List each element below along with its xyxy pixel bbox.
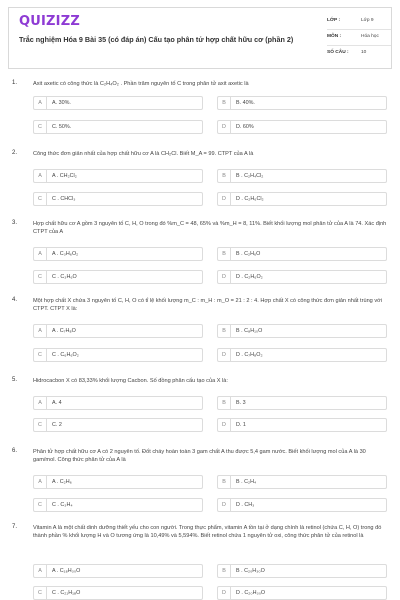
option-a[interactable]	[33, 96, 203, 110]
option-a[interactable]	[33, 564, 203, 578]
option-d[interactable]	[217, 270, 387, 284]
question-text: Hợp chất hữu cơ A gồm 3 nguyên tố C, H, O trong đó %m_C = 48, 65% và %m_H = 8, 11%. Biết khối lượng mol phân tử của A là 74. Xác định CTPT của A	[33, 221, 387, 235]
option-text: A . C₃H₆O₂	[52, 251, 79, 257]
option-letter: B	[218, 248, 231, 260]
option-letter: A	[34, 476, 47, 488]
option-letter: D	[218, 499, 231, 511]
option-letter: C	[34, 349, 47, 361]
option-d[interactable]	[217, 192, 387, 206]
option-text: B . C₂H₄	[236, 479, 257, 485]
option-letter: B	[218, 476, 231, 488]
option-a[interactable]	[33, 324, 203, 338]
option-letter: B	[218, 397, 231, 409]
question-text: Công thức đơn giản nhất của hợp chất hữu cơ A là CH₂Cl. Biết M_A = 99. CTPT của A là	[33, 151, 254, 157]
option-letter: C	[34, 587, 47, 599]
option-text: C . C₃H₄	[52, 502, 73, 508]
meta-row-grade	[327, 14, 391, 30]
option-text: A. 30%.	[52, 100, 71, 106]
option-c[interactable]	[33, 348, 203, 362]
option-text: D . CH₃	[236, 502, 255, 508]
option-a[interactable]	[33, 396, 203, 410]
question-number: 4.	[12, 297, 18, 303]
question-number: 3.	[12, 220, 18, 226]
option-letter: C	[34, 271, 47, 283]
question-number: 2.	[12, 150, 18, 156]
meta-value: 10	[361, 50, 367, 55]
option-letter: A	[34, 325, 47, 337]
option-text: D . C₂H₆Cl₂	[236, 196, 264, 202]
option-text: C. 2	[52, 422, 62, 428]
worksheet-title: Trắc nghiệm Hóa 9 Bài 35 (có đáp án) Cấu tạo phân tử hợp chất hữu cơ (phần 2)	[19, 35, 294, 44]
option-letter: A	[34, 170, 47, 182]
option-d[interactable]	[217, 120, 387, 134]
meta-label: SỐ CÂU :	[327, 50, 349, 55]
option-letter: A	[34, 248, 47, 260]
option-text: C . C₃H₆O	[52, 274, 77, 280]
option-letter: C	[34, 499, 47, 511]
option-b[interactable]	[217, 169, 387, 183]
option-letter: D	[218, 349, 231, 361]
worksheet-meta	[327, 14, 391, 62]
option-text: D . C₂H₆O₂	[236, 274, 263, 280]
option-letter: C	[34, 193, 47, 205]
option-d[interactable]	[217, 498, 387, 512]
option-b[interactable]	[217, 564, 387, 578]
option-text: B. 40%.	[236, 100, 255, 106]
question-number: 1.	[12, 80, 18, 86]
option-letter: A	[34, 565, 47, 577]
option-text: B . C₂H₄Cl₂	[236, 173, 264, 179]
option-text: C . C₆H₆O₂	[52, 352, 79, 358]
option-b[interactable]	[217, 396, 387, 410]
option-c[interactable]	[33, 120, 203, 134]
question-text: Hidrocacbon X có 83,33% khối lượng Cacbon. Số đồng phân cấu tạo của X là:	[33, 378, 228, 384]
option-letter: D	[218, 587, 231, 599]
option-letter: C	[34, 419, 47, 431]
option-d[interactable]	[217, 418, 387, 432]
option-letter: B	[218, 565, 231, 577]
option-b[interactable]	[217, 475, 387, 489]
meta-value: Hóa học	[361, 34, 379, 39]
option-c[interactable]	[33, 498, 203, 512]
question-text: Một hợp chất X chứa 3 nguyên tố C, H, O có tỉ lệ khối lượng m_C : m_H : m_O = 21 : 2 : 4. Hợp chất X có công thức đơn giản nhất trùng với CTPT. CTPT X là:	[33, 298, 383, 312]
option-text: D . C₇H₈O₂	[236, 352, 263, 358]
question-text: Vitamin A là một chất dinh dưỡng thiết yếu cho con người. Trong thực phẩm, vitamin A tồn tại ở dạng chính là retinol (chứa C, H, O) trong đó thành phần % khối lượng H và O tương ứng là 10,49% và 5,594%. Biết retinol chứa 1 nguyên tử oxi, công thức phân tử của retinol là	[33, 525, 382, 539]
question-text: Phân tử hợp chất hữu cơ A có 2 nguyên tố. Đốt cháy hoàn toàn 3 gam chất A thu được 5,4 gam nước. Biết khối lượng mol của A là 30 gam/mol. Công thức phân tử của A là	[33, 449, 366, 463]
option-d[interactable]	[217, 586, 387, 600]
option-a[interactable]	[33, 247, 203, 261]
option-letter: A	[34, 397, 47, 409]
option-letter: D	[218, 271, 231, 283]
option-c[interactable]	[33, 586, 203, 600]
option-text: B . C₈H₁₀O	[236, 328, 263, 334]
option-letter: C	[34, 121, 47, 133]
option-b[interactable]	[217, 96, 387, 110]
option-text: A . CH₂Cl₂	[52, 173, 77, 179]
meta-value: Lớp 9	[361, 18, 374, 23]
question-number: 6.	[12, 448, 18, 454]
meta-row-subject	[327, 30, 391, 46]
option-text: D. 60%	[236, 124, 254, 130]
option-text: B. 3	[236, 400, 246, 406]
option-text: B . C₂H₆O	[236, 251, 261, 257]
option-letter: D	[218, 193, 231, 205]
option-d[interactable]	[217, 348, 387, 362]
option-text: A . C₂H₆	[52, 479, 72, 485]
option-text: B . C₂₀H₃₀O	[236, 568, 265, 574]
option-c[interactable]	[33, 192, 203, 206]
option-letter: B	[218, 97, 231, 109]
option-letter: B	[218, 325, 231, 337]
option-text: D . C₂₀H₃₀O	[236, 590, 266, 596]
option-b[interactable]	[217, 324, 387, 338]
option-a[interactable]	[33, 169, 203, 183]
question-number: 7.	[12, 524, 18, 530]
option-text: C. 50%.	[52, 124, 72, 130]
worksheet-header	[8, 7, 392, 69]
option-letter: D	[218, 121, 231, 133]
option-text: A . C₁₈H₃₀O	[52, 568, 81, 574]
option-c[interactable]	[33, 270, 203, 284]
option-a[interactable]	[33, 475, 203, 489]
option-letter: A	[34, 97, 47, 109]
option-text: C . C₂₁H₁₈O	[52, 590, 81, 596]
meta-label: LỚP :	[327, 18, 341, 23]
question-number: 5.	[12, 377, 18, 383]
option-c[interactable]	[33, 418, 203, 432]
option-text: C . CHCl₃	[52, 196, 76, 202]
option-letter: D	[218, 419, 231, 431]
meta-label: MÔN :	[327, 34, 342, 39]
option-text: D. 1	[236, 422, 246, 428]
option-text: A. 4	[52, 400, 62, 406]
meta-row-count	[327, 46, 391, 62]
option-b[interactable]	[217, 247, 387, 261]
option-text: A . C₇H₈O	[52, 328, 76, 334]
question-text: Axit axetic có công thức là C₂H₄O₂ . Phần trăm nguyên tố C trong phân tử axit axetic là	[33, 81, 249, 87]
quizizz-logo: QUIZIZZ	[19, 14, 80, 29]
option-letter: B	[218, 170, 231, 182]
